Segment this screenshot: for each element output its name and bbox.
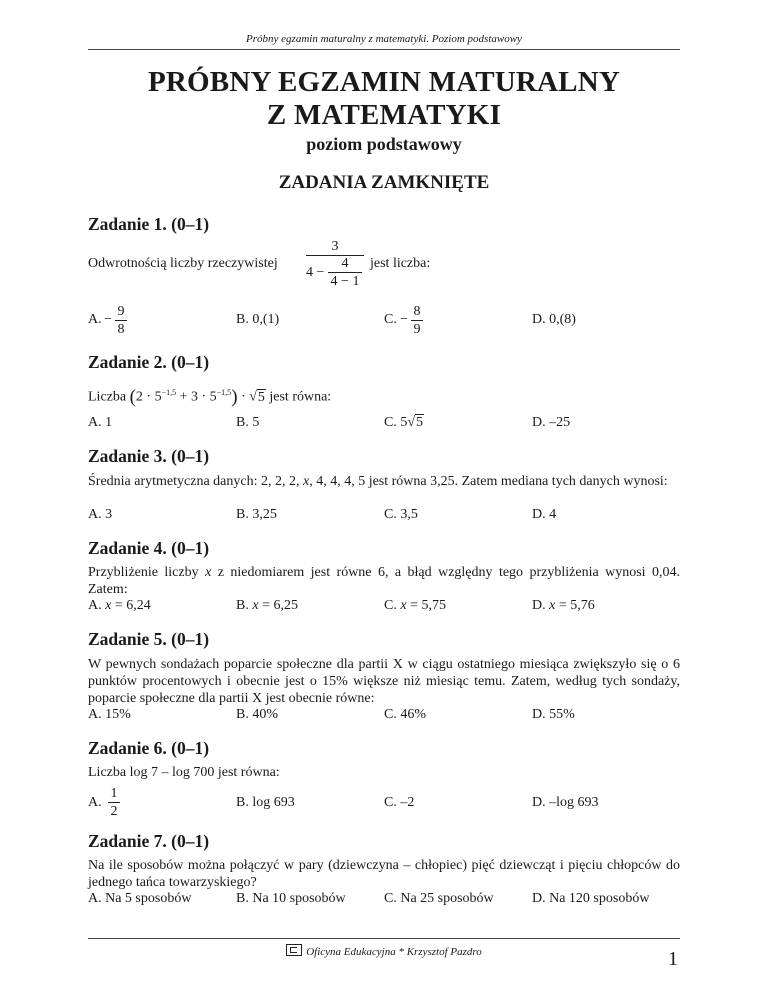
task-1-prompt [88, 255, 278, 272]
task-1-answer-a-sign: − [104, 312, 112, 327]
task-4-answer-a-letter: A. [88, 598, 102, 613]
task-2-prompt-after: jest równa: [269, 389, 332, 405]
task-2-expr-exponent-1: −1,5 [161, 388, 177, 397]
task-1-expression [306, 238, 364, 296]
task-6-answer-c: C. –2 [384, 795, 415, 810]
section-heading: ZADANIA ZAMKNIĘTE [278, 172, 490, 193]
task-2-heading: Zadanie 2. (0–1) [88, 352, 210, 372]
task-1-expr-inner-fraction [328, 256, 362, 290]
task-6-answer-b: B. log 693 [236, 795, 295, 810]
task-4-answer-a-variable: x [105, 598, 112, 613]
task-3-answer-a: A. 3 [88, 507, 113, 522]
task-1-answer-a-fraction [115, 304, 127, 338]
task-3-text-part-2: , 4, 4, 4, 5 jest równa 3,25. Zatem mediana tych danych wynosi: [309, 474, 668, 489]
task-6-answer-a-den: 2 [108, 802, 120, 820]
publisher-name: Oficyna Edukacyjna * Krzysztof Pazdro [306, 946, 482, 958]
task-5-answer-d: D. 55% [532, 707, 575, 722]
task-1-expr-numerator: 3 [331, 239, 339, 254]
task-6-text: Liczba log 7 – log 700 jest równa: [88, 765, 280, 780]
page-number: 1 [668, 948, 678, 970]
task-5-answer-c: C. 46% [384, 707, 426, 722]
task-4-answer-d-letter: D. [532, 598, 546, 613]
publisher-logo-icon [286, 944, 302, 956]
task-2-answer-c [384, 415, 424, 431]
task-2-prompt [88, 384, 331, 406]
task-4-answer-c-value: = 5,75 [406, 598, 446, 613]
task-4-answer-c-variable: x [400, 598, 407, 613]
task-2-sqrt-icon: √ [249, 389, 257, 405]
task-1-prompt-after: jest liczba: [370, 256, 431, 271]
task-2-answer-c-prefix: C. 5 [384, 415, 408, 430]
page-subtitle: poziom podstawowy [306, 134, 462, 154]
task-2-answer-b: B. 5 [236, 415, 260, 430]
task-7-text: Na ile sposobów można połączyć w pary (dziewczyna – chłopiec) pięć dziewcząt i pięciu chłopców do jednego tańca towarzyskiego? [88, 858, 680, 890]
task-6-heading: Zadanie 6. (0–1) [88, 738, 210, 758]
task-2-prompt-label: Liczba [88, 389, 127, 405]
task-4-answer-b-letter: B. [236, 598, 249, 613]
task-4-answer-a [88, 598, 151, 614]
task-1-expr-lead: 4 − [306, 265, 325, 280]
task-1-answer-c-fraction [411, 304, 423, 338]
task-6-answer-d: D. –log 693 [532, 795, 599, 810]
task-2-expr-term-1: 2 · 5 [135, 389, 162, 405]
task-4-text [88, 564, 680, 598]
task-2-answer-c-sqrt-icon: √ [407, 415, 416, 430]
task-1-answer-a-letter: A. [88, 312, 102, 327]
task-1-prompt-before: Odwrotnością liczby rzeczywistej [88, 256, 278, 271]
task-4-answer-a-value: = 6,24 [111, 598, 151, 613]
task-3-variable-x: x [302, 474, 310, 489]
task-4-answer-d-variable: x [549, 598, 556, 613]
task-1-heading: Zadanie 1. (0–1) [88, 214, 210, 234]
task-7-answer-a: A. Na 5 sposobów [88, 891, 192, 906]
task-1-answer-c-num: 8 [413, 304, 421, 319]
task-4-answer-b-variable: x [252, 598, 259, 613]
task-4-text-part-2: z niedomiarem jest równe 6, a błąd względny tego przybliżenia wynosi 0,04. Zatem: [88, 565, 680, 597]
task-2-open-paren: ( [129, 386, 136, 408]
task-6-answer-a-num: 1 [110, 786, 118, 801]
task-2-answer-d: D. –25 [532, 415, 571, 430]
task-2-close-paren: ) [231, 386, 238, 408]
title-line-1: PRÓBNY EGZAMIN MATURALNY [147, 66, 620, 98]
task-1-expr-denominator [306, 255, 364, 296]
task-3-text-part-1: Średnia arytmetyczna danych: 2, 2, 2, [88, 474, 303, 489]
task-1-answer-c-letter: C. [384, 312, 397, 327]
task-1-answer-c-sign: − [400, 312, 408, 327]
task-2-expr-term-2: + 3 · 5 [176, 389, 217, 405]
task-2-answer-c-root: 5 [416, 415, 424, 430]
task-2-expr-root: 5 [257, 389, 265, 405]
task-4-text-part-1: Przybliżenie liczby [88, 565, 206, 580]
task-5-answer-b: B. 40% [236, 707, 278, 722]
task-5-heading: Zadanie 5. (0–1) [88, 629, 210, 649]
task-4-answer-b-value: = 6,25 [258, 598, 298, 613]
task-1-answer-a-den: 8 [115, 320, 127, 338]
task-3-answer-d: D. 4 [532, 507, 557, 522]
task-7-heading: Zadanie 7. (0–1) [88, 831, 210, 851]
task-2-answer-a: A. 1 [88, 415, 113, 430]
task-4-variable-x: x [205, 565, 212, 580]
footer-divider [88, 938, 680, 939]
task-5-text: W pewnych sondażach poparcie społeczne dla partii X w ciągu ostatniego miesiąca zwiększyło się o 6 punktów procentowych i obecnie jest o 15% większe niż miesiąc temu. Zatem, według tych sondaży, poparcie społeczne dla partii X jest obecnie równe: [88, 657, 680, 706]
task-1-answer-b: B. 0,(1) [236, 312, 280, 327]
task-2-expr-times: · [241, 389, 246, 405]
page-title [0, 66, 768, 132]
task-1-expr-inner-top: 4 [341, 256, 349, 271]
task-1-expr-inner-bottom: 4 − 1 [328, 272, 362, 290]
task-4-answer-d [532, 598, 595, 614]
task-7-answer-c: C. Na 25 sposobów [384, 891, 494, 906]
task-4-answer-c [384, 598, 446, 614]
footer-publisher [0, 944, 768, 958]
task-3-heading: Zadanie 3. (0–1) [88, 446, 210, 466]
task-1-answer-c-den: 9 [411, 320, 423, 338]
task-7-answer-b: B. Na 10 sposobów [236, 891, 346, 906]
task-5-answer-a: A. 15% [88, 707, 131, 722]
task-3-answer-c: C. 3,5 [384, 507, 418, 522]
task-6-answer-a-letter: A. [88, 795, 102, 810]
task-4-answer-c-letter: C. [384, 598, 397, 613]
task-3-answer-b: B. 3,25 [236, 507, 277, 522]
running-head: Próbny egzamin maturalny z matematyki. Poziom podstawowy [88, 33, 680, 50]
task-7-answer-d: D. Na 120 sposobów [532, 891, 650, 906]
task-2-expr-exponent-2: −1,5 [216, 388, 232, 397]
task-6-answer-a-fraction [108, 786, 120, 820]
task-4-heading: Zadanie 4. (0–1) [88, 538, 210, 558]
title-line-2: Z MATEMATYKI [266, 99, 502, 131]
task-4-answer-b [236, 598, 298, 614]
task-1-answer-a-num: 9 [117, 304, 125, 319]
task-4-answer-d-value: = 5,76 [555, 598, 595, 613]
task-3-text [88, 473, 680, 490]
task-1-answer-d: D. 0,(8) [532, 312, 576, 327]
